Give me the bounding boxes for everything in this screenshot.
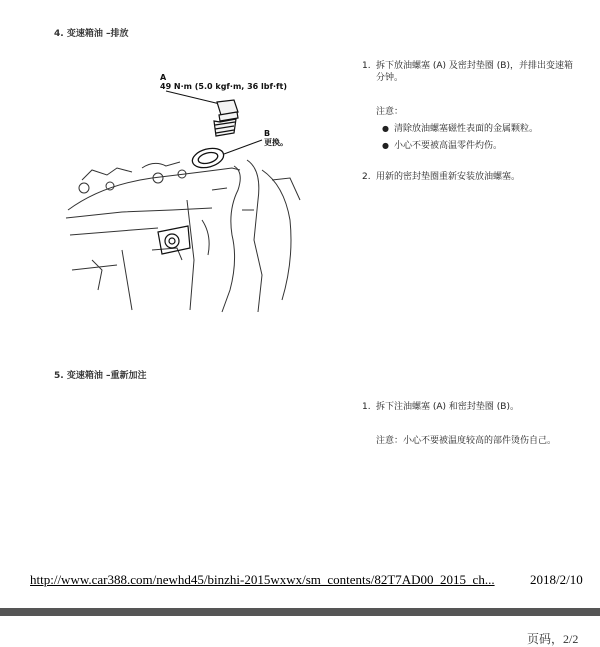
callout-a-letter: A <box>160 73 167 82</box>
transmission-housing <box>66 160 300 312</box>
section-4-note-label: 注意： <box>376 107 404 117</box>
leader-line-a <box>166 91 220 104</box>
page-separator-bar <box>0 608 600 616</box>
page-number: 页码，2/2 <box>527 632 579 646</box>
callout-b-text: 更换。 <box>264 138 288 147</box>
step-number: 1. <box>362 61 371 71</box>
bullet-dot-icon: ● <box>382 141 389 150</box>
step-text: 拆下注油螺塞 (A) 和密封垫圈 (B)。 <box>376 402 519 412</box>
step-text: 拆下放油螺塞 (A) 及密封垫圈 (B)，并排出变速箱 <box>376 61 573 71</box>
step-text: 用新的密封垫圈重新安装放油螺塞。 <box>376 172 521 182</box>
section-4-heading: 4. 变速箱油 –排放 <box>54 29 129 39</box>
section-4-bullet-1 <box>382 121 538 134</box>
callout-a-torque: 49 N·m (5.0 kgf·m, 36 lbf·ft) <box>160 82 287 91</box>
leader-line-b <box>224 140 262 154</box>
footer-date: 2018/2/10 <box>530 572 583 587</box>
section-5-heading: 5. 变速箱油 –重新加注 <box>54 371 147 381</box>
callout-b-letter: B <box>264 129 271 138</box>
source-link[interactable]: http://www.car388.com/newhd45/binzhi-2015wxwx/sm_contents/82T7AD00_2015_ch... <box>30 572 495 587</box>
sealing-washer <box>190 145 226 171</box>
section-5-step-1 <box>362 401 519 413</box>
bullet-text: 小心不要被高温零件灼伤。 <box>394 141 503 151</box>
footer-url <box>30 572 495 588</box>
drain-plug-diagram <box>62 60 302 315</box>
section-4-step-1-cont: 分钟。 <box>376 73 404 83</box>
section-4-step-1 <box>362 60 573 72</box>
step-number: 2. <box>362 172 371 182</box>
bullet-text: 清除放油螺塞磁性表面的金属颗粒。 <box>394 124 539 134</box>
step-number: 1. <box>362 402 371 412</box>
section-5-note: 注意：小心不要被温度较高的部件烫伤自己。 <box>376 436 557 446</box>
drain-plug-location <box>158 226 190 254</box>
section-4-step-2 <box>362 171 520 183</box>
bullet-dot-icon: ● <box>382 124 389 133</box>
section-4-bullet-2 <box>382 138 502 151</box>
drain-plug <box>214 100 238 136</box>
